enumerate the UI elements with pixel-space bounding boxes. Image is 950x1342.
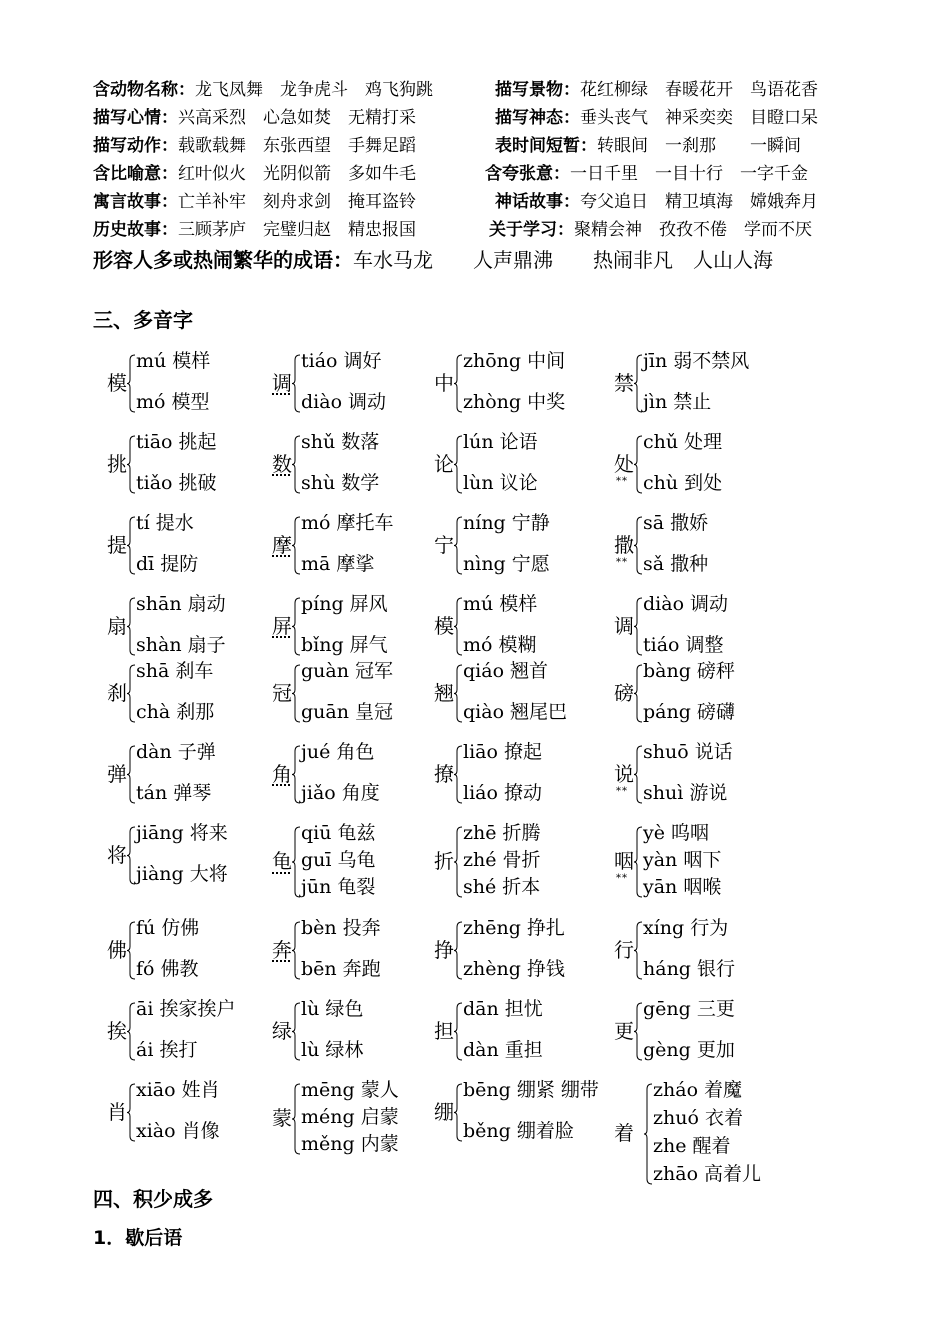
crowded-idioms-line: [93, 244, 773, 273]
brace-icon: [126, 745, 136, 804]
idiom-category-items: 兴高采烈 心急如焚 无精打采: [178, 108, 416, 128]
polyphone-group: [258, 660, 438, 725]
polyphone-group: [93, 917, 273, 982]
polyphone-character: 担: [434, 1018, 454, 1043]
polyphone-reading: háng 银行: [643, 958, 736, 980]
polyphone-reading: zhōng 中间: [463, 350, 566, 372]
brace-icon: [291, 1083, 301, 1155]
polyphone-character: 撩: [434, 761, 454, 786]
idiom-category-label: 神话故事：: [495, 192, 580, 212]
polyphone-reading: níng 宁静: [463, 512, 550, 534]
idiom-category-items: 转眼间 一刹那 一瞬间: [597, 136, 801, 156]
brace-icon: [633, 921, 643, 980]
polyphone-reading: zhòng 中奖: [463, 391, 566, 413]
polyphone-reading: liāo 撩起: [463, 741, 542, 763]
section-three-title: 三、多音字: [93, 308, 193, 332]
idiom-category: [495, 106, 818, 130]
idiom-category-label: 描写景物：: [495, 80, 580, 100]
polyphone-reading: bēng 绷紧 绷带: [463, 1079, 599, 1101]
polyphone-reading: shàn 扇子: [136, 634, 226, 656]
brace-icon: [633, 597, 643, 656]
idiom-category-items: 花红柳绿 春暖花开 鸟语花香: [580, 80, 818, 100]
brace-icon: [633, 826, 643, 898]
brace-icon: [291, 826, 301, 898]
polyphone-group: [93, 350, 273, 415]
polyphone-reading: jīn 弱不禁风: [643, 350, 750, 372]
polyphone-reading: zháo 着魔: [653, 1079, 743, 1101]
polyphone-group: [600, 593, 780, 658]
polyphone-reading: bèn 投奔: [301, 917, 381, 939]
polyphone-reading: lù 绿色: [301, 998, 364, 1020]
polyphone-group: [600, 660, 780, 725]
brace-icon: [453, 1002, 463, 1061]
idiom-category-items: 红叶似火 光阴似箭 多如牛毛: [178, 164, 416, 184]
polyphone-reading: shuō 说话: [643, 741, 733, 763]
polyphone-character: 提: [107, 532, 127, 557]
idiom-category: [495, 134, 801, 158]
polyphone-group: [420, 593, 600, 658]
polyphone-reading: shé 折本: [463, 876, 541, 898]
brace-icon: [126, 516, 136, 575]
brace-icon: [126, 597, 136, 656]
polyphone-character: 扇: [107, 613, 127, 638]
polyphone-group: [93, 431, 273, 496]
brace-icon: [291, 921, 301, 980]
crowded-idioms-items: 车水马龙 人声鼎沸 热闹非凡 人山人海: [353, 248, 773, 272]
polyphone-character: 行: [614, 937, 634, 962]
polyphone-character: 模: [434, 613, 454, 638]
brace-icon: [453, 516, 463, 575]
polyphone-group: [258, 822, 438, 900]
polyphone-reading: jūn 龟裂: [301, 876, 376, 898]
brace-icon: [453, 354, 463, 413]
polyphone-character: 屏: [272, 613, 292, 638]
polyphone-reading: tiāo 挑起: [136, 431, 217, 453]
polyphone-character: 咽 **: [614, 851, 634, 871]
polyphone-character: 弹: [107, 761, 127, 786]
polyphone-reading: mú 模样: [136, 350, 211, 372]
polyphone-reading: diào 调动: [643, 593, 729, 615]
brace-icon: [126, 826, 136, 885]
polyphone-character: 处 **: [614, 454, 634, 474]
polyphone-character: 挣: [434, 937, 454, 962]
polyphone-character: 绿: [272, 1018, 292, 1043]
polyphone-character: 将: [107, 842, 127, 867]
polyphone-reading: chǔ 处理: [643, 431, 723, 453]
polyphone-group: [258, 998, 438, 1063]
idiom-category-items: 夸父追日 精卫填海 嫦娥奔月: [580, 192, 818, 212]
polyphone-character: 调: [272, 370, 292, 395]
polyphone-reading: zhē 折腾: [463, 822, 541, 844]
polyphone-group: [93, 741, 273, 806]
polyphone-character: 挨: [107, 1018, 127, 1043]
polyphone-group: [93, 512, 273, 577]
polyphone-reading: qiào 翘尾巴: [463, 701, 568, 723]
brace-icon: [453, 597, 463, 656]
polyphone-reading: mó 模型: [136, 391, 210, 413]
polyphone-character: 奔: [272, 937, 292, 962]
polyphone-group: [600, 998, 780, 1063]
polyphone-reading: fó 佛教: [136, 958, 199, 980]
polyphone-character: 龟: [272, 849, 292, 873]
polyphone-reading: xiào 肖像: [136, 1120, 220, 1142]
polyphone-reading: sā 撒娇: [643, 512, 709, 534]
polyphone-reading: xiāo 姓肖: [136, 1079, 220, 1101]
polyphone-reading: jué 角色: [301, 741, 375, 763]
polyphone-reading: zhuó 衣着: [653, 1107, 743, 1129]
polyphone-reading: dàn 子弹: [136, 741, 216, 763]
polyphone-reading: méng 启蒙: [301, 1106, 399, 1128]
polyphone-group: [600, 822, 780, 900]
polyphone-character: 撒 **: [614, 535, 634, 555]
brace-icon: [633, 745, 643, 804]
polyphone-reading: bēn 奔跑: [301, 958, 381, 980]
polyphone-character: 着: [614, 1121, 634, 1145]
polyphone-character: 磅: [614, 680, 634, 705]
polyphone-character: 宁: [434, 532, 454, 557]
brace-icon: [126, 921, 136, 980]
polyphone-reading: bǐng 屏气: [301, 634, 388, 656]
polyphone-reading: chù 到处: [643, 472, 723, 494]
idiom-category-label: 表时间短暂：: [495, 136, 597, 156]
polyphone-reading: guān 皇冠: [301, 701, 394, 723]
polyphone-character: 说 **: [614, 764, 634, 784]
polyphone-group: [420, 512, 600, 577]
idiom-category: [485, 162, 808, 186]
idiom-category-label: 含夸张意：: [485, 164, 570, 184]
polyphone-reading: mā 摩挲: [301, 553, 375, 575]
polyphone-group: [93, 660, 273, 725]
polyphone-group: [420, 822, 600, 900]
polyphone-group: [420, 431, 600, 496]
brace-icon: [633, 1002, 643, 1061]
polyphone-reading: zhèng 挣钱: [463, 958, 565, 980]
polyphone-reading: diào 调动: [301, 391, 387, 413]
idiom-category: [93, 162, 416, 186]
polyphone-reading: měng 内蒙: [301, 1133, 399, 1155]
polyphone-group: [420, 660, 600, 725]
polyphone-reading: dān 担忧: [463, 998, 543, 1020]
polyphone-character: 绷: [434, 1099, 454, 1124]
polyphone-reading: píng 屏风: [301, 593, 388, 615]
brace-icon: [453, 745, 463, 804]
polyphone-reading: guàn 冠军: [301, 660, 394, 682]
polyphone-reading: fú 仿佛: [136, 917, 200, 939]
polyphone-reading: tiǎo 挑破: [136, 472, 217, 494]
polyphone-group: [600, 350, 780, 415]
brace-icon: [291, 435, 301, 494]
polyphone-character: 刹: [107, 680, 127, 705]
idiom-category-label: 历史故事：: [93, 220, 178, 240]
polyphone-reading: jìn 禁止: [643, 391, 712, 413]
polyphone-character: 模: [107, 370, 127, 395]
polyphone-reading: jiǎo 角度: [301, 782, 380, 804]
polyphone-reading: tiáo 调好: [301, 350, 382, 372]
idiom-category: [489, 218, 812, 242]
polyphone-reading: shān 扇动: [136, 593, 226, 615]
idiom-category-label: 描写动作：: [93, 136, 178, 156]
idiom-category: [93, 218, 416, 242]
idiom-category: [93, 134, 416, 158]
polyphone-reading: gèng 更加: [643, 1039, 735, 1061]
brace-icon: [453, 921, 463, 980]
polyphone-reading: běng 绷着脸: [463, 1120, 574, 1142]
polyphone-reading: dī 提防: [136, 553, 199, 575]
polyphone-reading: nìng 宁愿: [463, 553, 550, 575]
polyphone-reading: qiū 龟兹: [301, 822, 376, 844]
polyphone-reading: tí 提水: [136, 512, 194, 534]
brace-icon: [126, 1002, 136, 1061]
brace-icon: [291, 516, 301, 575]
brace-icon: [126, 664, 136, 723]
polyphone-reading: zhāo 高着儿: [653, 1163, 762, 1185]
polyphone-group: [93, 822, 273, 887]
polyphone-reading: jiāng 将来: [136, 822, 228, 844]
polyphone-character: 蒙: [272, 1106, 292, 1130]
polyphone-character: 翘: [434, 680, 454, 705]
polyphone-character: 冠: [272, 680, 292, 705]
polyphone-reading: zhēng 挣扎: [463, 917, 565, 939]
polyphone-character: 论: [434, 451, 454, 476]
polyphone-group: [600, 917, 780, 982]
polyphone-reading: lù 绿林: [301, 1039, 364, 1061]
brace-icon: [453, 664, 463, 723]
brace-icon: [633, 516, 643, 575]
polyphone-group: [600, 1079, 780, 1187]
polyphone-character: 数: [272, 451, 292, 476]
polyphone-character: 佛: [107, 937, 127, 962]
polyphone-group: [93, 998, 273, 1063]
idiom-category-label: 描写神态：: [495, 108, 580, 128]
polyphone-reading: jiàng 大将: [136, 863, 228, 885]
polyphone-reading: dàn 重担: [463, 1039, 543, 1061]
polyphone-reading: āi 挨家挨户: [136, 998, 236, 1020]
polyphone-group: [258, 431, 438, 496]
polyphone-reading: liáo 撩动: [463, 782, 542, 804]
brace-icon: [633, 664, 643, 723]
polyphone-group: [420, 998, 600, 1063]
polyphone-group: [258, 741, 438, 806]
polyphone-reading: zhe 醒着: [653, 1135, 731, 1157]
polyphone-reading: lún 论语: [463, 431, 538, 453]
idiom-category-items: 载歌载舞 东张西望 手舞足蹈: [178, 136, 416, 156]
idiom-category: [495, 78, 818, 102]
idiom-category-items: 一日千里 一目十行 一字千金: [570, 164, 808, 184]
polyphone-group: [93, 1079, 273, 1144]
idiom-category: [93, 78, 433, 102]
idiom-category-items: 三顾茅庐 完璧归赵 精忠报国: [178, 220, 416, 240]
polyphone-reading: páng 磅礴: [643, 701, 735, 723]
brace-icon: [126, 1083, 136, 1142]
idiom-category: [495, 190, 818, 214]
polyphone-character: 肖: [107, 1099, 127, 1124]
polyphone-reading: mó 模糊: [463, 634, 537, 656]
idiom-category-label: 关于学习：: [489, 220, 574, 240]
idiom-category-items: 聚精会神 孜孜不倦 学而不厌: [574, 220, 812, 240]
polyphone-reading: lùn 议论: [463, 472, 538, 494]
brace-icon: [453, 826, 463, 898]
polyphone-group: [93, 593, 273, 658]
polyphone-group: [600, 431, 780, 496]
polyphone-character: 调: [614, 613, 634, 638]
idiom-category: [93, 190, 416, 214]
polyphone-reading: yān 咽喉: [643, 876, 722, 898]
brace-icon: [126, 435, 136, 494]
polyphone-group: [600, 512, 780, 577]
brace-icon: [633, 435, 643, 494]
idiom-category-label: 含比喻意：: [93, 164, 178, 184]
polyphone-reading: sǎ 撒种: [643, 553, 709, 575]
brace-icon: [453, 435, 463, 494]
polyphone-character: 中: [434, 370, 454, 395]
idiom-category-items: 龙飞凤舞 龙争虎斗 鸡飞狗跳: [195, 80, 433, 100]
polyphone-group: [258, 350, 438, 415]
polyphone-reading: zhé 骨折: [463, 849, 541, 871]
polyphone-reading: yè 呜咽: [643, 822, 710, 844]
polyphone-reading: gēng 三更: [643, 998, 735, 1020]
section-four-subtitle: 1．歇后语: [93, 1227, 183, 1249]
polyphone-reading: mēng 蒙人: [301, 1079, 399, 1101]
polyphone-group: [258, 917, 438, 982]
polyphone-group: [258, 593, 438, 658]
polyphone-reading: shuì 游说: [643, 782, 728, 804]
idiom-category-label: 描写心情：: [93, 108, 178, 128]
idiom-category-items: 垂头丧气 神采奕奕 目瞪口呆: [580, 108, 818, 128]
idiom-category-label: 含动物名称：: [93, 80, 195, 100]
polyphone-group: [258, 1079, 438, 1157]
polyphone-character: 禁: [614, 370, 634, 395]
brace-icon: [291, 597, 301, 656]
polyphone-reading: mó 摩托车: [301, 512, 394, 534]
section-four-title: 四、积少成多: [93, 1187, 213, 1211]
polyphone-reading: tán 弹琴: [136, 782, 212, 804]
polyphone-reading: xíng 行为: [643, 917, 729, 939]
idiom-category-label: 寓言故事：: [93, 192, 178, 212]
polyphone-group: [600, 741, 780, 806]
polyphone-reading: mú 模样: [463, 593, 538, 615]
brace-icon: [453, 1083, 463, 1142]
brace-icon: [643, 1083, 653, 1185]
polyphone-reading: chà 刹那: [136, 701, 215, 723]
polyphone-reading: tiáo 调整: [643, 634, 724, 656]
idiom-category-items: 亡羊补牢 刻舟求剑 掩耳盗铃: [178, 192, 416, 212]
polyphone-reading: guī 乌龟: [301, 849, 376, 871]
polyphone-reading: ái 挨打: [136, 1039, 198, 1061]
polyphone-reading: shù 数学: [301, 472, 380, 494]
polyphone-reading: bàng 磅秤: [643, 660, 735, 682]
polyphone-group: [420, 1079, 600, 1144]
brace-icon: [291, 664, 301, 723]
polyphone-group: [420, 350, 600, 415]
crowded-idioms-label: 形容人多或热闹繁华的成语：: [93, 248, 353, 272]
polyphone-character: 折: [434, 849, 454, 873]
polyphone-character: 更: [614, 1018, 634, 1043]
polyphone-reading: qiáo 翘首: [463, 660, 549, 682]
polyphone-reading: yàn 咽下: [643, 849, 722, 871]
polyphone-character: 摩: [272, 532, 292, 557]
brace-icon: [291, 745, 301, 804]
polyphone-group: [420, 741, 600, 806]
brace-icon: [633, 354, 643, 413]
idiom-category: [93, 106, 416, 130]
polyphone-reading: shā 刹车: [136, 660, 214, 682]
polyphone-character: 挑: [107, 451, 127, 476]
polyphone-group: [258, 512, 438, 577]
brace-icon: [291, 354, 301, 413]
brace-icon: [291, 1002, 301, 1061]
polyphone-reading: shǔ 数落: [301, 431, 380, 453]
polyphone-group: [420, 917, 600, 982]
brace-icon: [126, 354, 136, 413]
polyphone-character: 角: [272, 761, 292, 786]
